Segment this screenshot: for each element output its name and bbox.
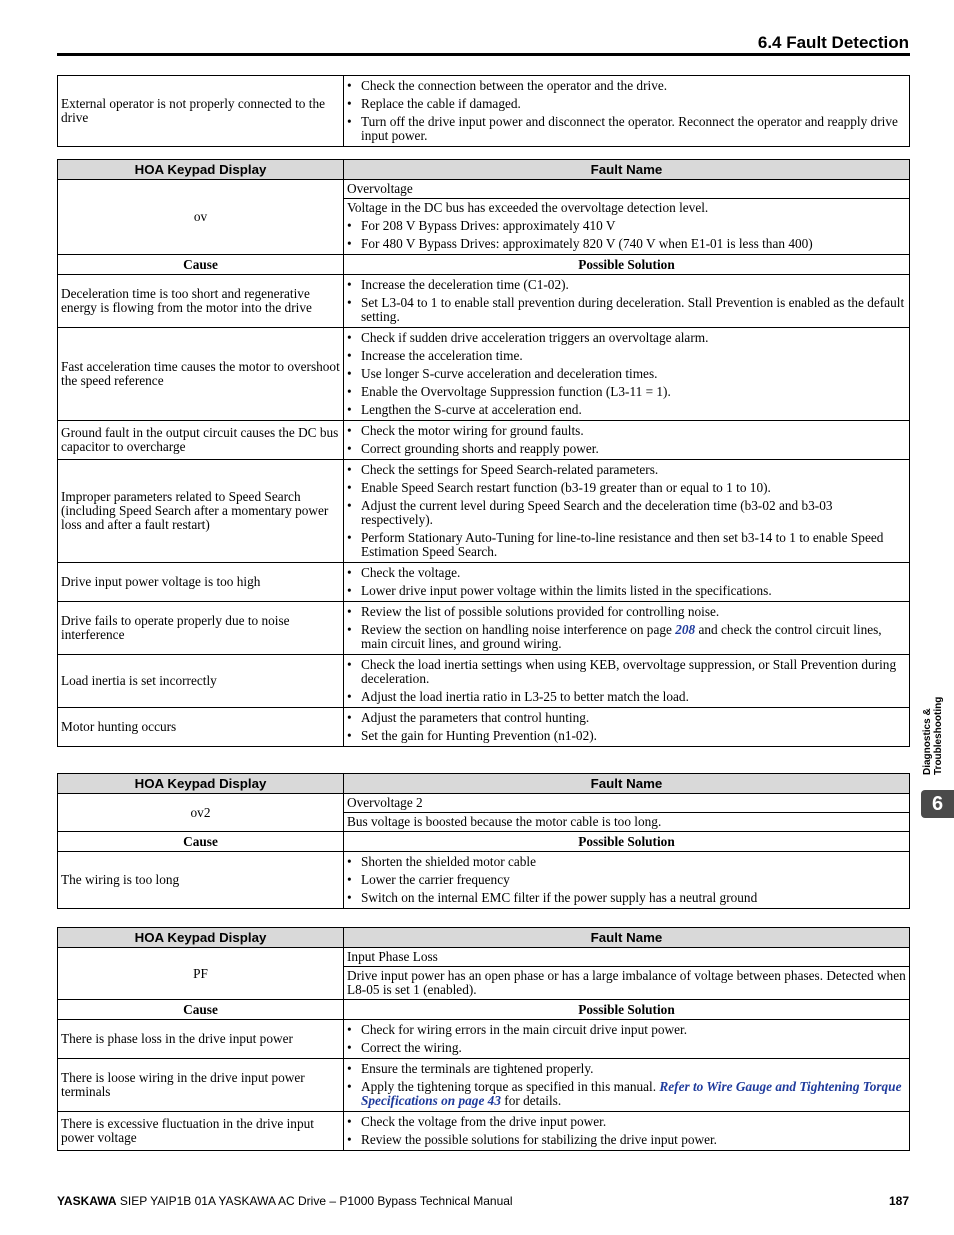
fault-name: Overvoltage 2 — [344, 794, 910, 813]
list-item: • Lengthen the S-curve at acceleration end. — [347, 403, 906, 417]
fault-name: Overvoltage — [344, 180, 910, 199]
table-row — [58, 460, 910, 563]
list-item: • Check the connection between the operator and the drive. — [347, 79, 906, 93]
hoa-keypad-display-header: HOA Keypad Display — [58, 928, 344, 948]
solution-cell — [344, 1059, 910, 1112]
fault-description: Bus voltage is boosted because the motor cable is too long. — [344, 813, 910, 832]
page-208-link[interactable]: 208 — [675, 622, 696, 637]
solution-cell — [344, 708, 910, 747]
solution-cell — [344, 852, 910, 909]
list-item — [347, 623, 906, 651]
fault-description: Drive input power has an open phase or has a large imbalance of voltage between phases. Detected when L8-05 is set 1 (enabled). — [344, 967, 910, 1000]
list-item: • Set L3-04 to 1 to enable stall prevention during deceleration. Stall Prevention is enabled as the default setting. — [347, 296, 906, 324]
chapter-side-label — [922, 697, 944, 775]
table-row — [58, 1112, 910, 1151]
list-item: • Increase the acceleration time. — [347, 349, 906, 363]
cause-cell: Deceleration time is too short and regenerative energy is flowing from the motor into the drive — [58, 275, 344, 328]
solution-cell — [344, 76, 910, 147]
cause-cell: External operator is not properly connected to the drive — [58, 76, 344, 147]
list-item — [347, 1080, 906, 1108]
list-item: • Perform Stationary Auto-Tuning for line-to-line resistance and then set b3-14 to 1 to enable Speed Estimation Speed Search. — [347, 531, 906, 559]
possible-solution-header: Possible Solution — [344, 832, 910, 852]
side-label-line1: Diagnostics & — [922, 708, 933, 775]
solution-cell — [344, 328, 910, 421]
solution-cell — [344, 1020, 910, 1059]
solution-cell — [344, 655, 910, 708]
list-item: • Correct the wiring. — [347, 1041, 906, 1055]
cause-header: Cause — [58, 1000, 344, 1020]
noise-text-pre: Review the section on handling noise interference on page — [361, 622, 676, 637]
list-item: • Check if sudden drive acceleration triggers an overvoltage alarm. — [347, 331, 906, 345]
list-item: • Review the list of possible solutions provided for controlling noise. — [347, 605, 906, 619]
solution-cell — [344, 602, 910, 655]
ov-fault-table — [57, 159, 910, 747]
list-item: • Adjust the parameters that control hunting. — [347, 711, 906, 725]
cause-cell: There is phase loss in the drive input power — [58, 1020, 344, 1059]
list-item: • Ensure the terminals are tightened properly. — [347, 1062, 906, 1076]
footer-brand: YASKAWA — [57, 1194, 117, 1208]
cause-cell: Fast acceleration time causes the motor to overshoot the speed reference — [58, 328, 344, 421]
table-row — [58, 602, 910, 655]
list-item: • For 480 V Bypass Drives: approximately 820 V (740 V when E1-01 is less than 400) — [347, 237, 906, 251]
list-item: • Enable the Overvoltage Suppression function (L3-11 = 1). — [347, 385, 906, 399]
fault-name-header: Fault Name — [344, 160, 910, 180]
table-row — [58, 76, 910, 147]
keypad-display-code: PF — [58, 948, 344, 1000]
keypad-display-code: ov — [58, 180, 344, 255]
list-item: • Check the settings for Speed Search-related parameters. — [347, 463, 906, 477]
torque-text-post: for details. — [500, 1093, 562, 1108]
fault-description — [344, 199, 910, 255]
list-item: • Check the load inertia settings when using KEB, overvoltage suppression, or Stall Prevention during deceleration. — [347, 658, 906, 686]
possible-solution-header: Possible Solution — [344, 1000, 910, 1020]
table-row — [58, 275, 910, 328]
footer-manual-name: SIEP YAIP1B 01A YASKAWA AC Drive – P1000 Bypass Technical Manual — [116, 1194, 513, 1208]
list-item: • Enable Speed Search restart function (b3-19 greater than or equal to 1 to 10). — [347, 481, 906, 495]
table-row — [58, 655, 910, 708]
ov2-fault-table — [57, 773, 910, 909]
list-item: • For 208 V Bypass Drives: approximately 410 V — [347, 219, 906, 233]
list-item: • Check the voltage from the drive input power. — [347, 1115, 906, 1129]
table-row — [58, 328, 910, 421]
fault-name: Input Phase Loss — [344, 948, 910, 967]
list-item: • Adjust the current level during Speed Search and the deceleration time (b3-02 and b3-03 respectively). — [347, 499, 906, 527]
list-item: • Replace the cable if damaged. — [347, 97, 906, 111]
noise-text-post: and check the control circuit lines, main circuit lines, and ground wiring. — [361, 622, 882, 651]
solution-cell — [344, 1112, 910, 1151]
cause-cell: There is loose wiring in the drive input power terminals — [58, 1059, 344, 1112]
table-row — [58, 1020, 910, 1059]
list-item: • Increase the deceleration time (C1-02). — [347, 278, 906, 292]
section-title: 6.4 Fault Detection — [757, 33, 909, 52]
footer-manual-title — [57, 1194, 513, 1208]
header-rule — [57, 53, 910, 56]
table-row — [58, 421, 910, 460]
table-row — [58, 708, 910, 747]
cause-cell: Drive input power voltage is too high — [58, 563, 344, 602]
list-item: • Use longer S-curve acceleration and deceleration times. — [347, 367, 906, 381]
table-row — [58, 563, 910, 602]
cause-cell: Drive fails to operate properly due to noise interference — [58, 602, 344, 655]
list-item: • Turn off the drive input power and disconnect the operator. Reconnect the operator and reapply drive input power. — [347, 115, 906, 143]
cause-cell: Motor hunting occurs — [58, 708, 344, 747]
cause-cell: There is excessive fluctuation in the drive input power voltage — [58, 1112, 344, 1151]
list-item: • Review the possible solutions for stabilizing the drive input power. — [347, 1133, 906, 1147]
cause-header: Cause — [58, 255, 344, 275]
list-item: • Lower the carrier frequency — [347, 873, 906, 887]
list-item: • Set the gain for Hunting Prevention (n1-02). — [347, 729, 906, 743]
solution-cell — [344, 563, 910, 602]
table-row — [58, 852, 910, 909]
list-item: • Switch on the internal EMC filter if the power supply has a neutral ground — [347, 891, 906, 905]
solution-cell — [344, 460, 910, 563]
description-text: Voltage in the DC bus has exceeded the overvoltage detection level. — [347, 200, 709, 215]
wire-gauge-torque-link[interactable]: Refer to Wire Gauge and Tightening Torque Specifications on page 43 — [361, 1079, 902, 1108]
list-item: • Lower drive input power voltage within the limits listed in the specifications. — [347, 584, 906, 598]
side-label-line2: Troubleshooting — [933, 696, 944, 775]
fault-name-header: Fault Name — [344, 774, 910, 794]
pf-fault-table — [57, 927, 910, 1151]
list-item: • Correct grounding shorts and reapply power. — [347, 442, 906, 456]
cause-cell: Ground fault in the output circuit causes the DC bus capacitor to overcharge — [58, 421, 344, 460]
list-item: • Check the motor wiring for ground faults. — [347, 424, 906, 438]
possible-solution-header: Possible Solution — [344, 255, 910, 275]
cause-cell: Load inertia is set incorrectly — [58, 655, 344, 708]
cause-cell: The wiring is too long — [58, 852, 344, 909]
cause-cell: Improper parameters related to Speed Search (including Speed Search after a momentary power loss and after a fault restart) — [58, 460, 344, 563]
list-item: • Check the voltage. — [347, 566, 906, 580]
hoa-keypad-display-header: HOA Keypad Display — [58, 774, 344, 794]
chapter-number-tab[interactable]: 6 — [921, 790, 954, 818]
fault-name-header: Fault Name — [344, 928, 910, 948]
cause-header: Cause — [58, 832, 344, 852]
torque-text-pre: Apply the tightening torque as specified in this manual. — [361, 1079, 660, 1094]
table-row — [58, 1059, 910, 1112]
hoa-keypad-display-header: HOA Keypad Display — [58, 160, 344, 180]
solution-cell — [344, 275, 910, 328]
solution-cell — [344, 421, 910, 460]
operator-connection-table — [57, 75, 910, 147]
list-item: • Shorten the shielded motor cable — [347, 855, 906, 869]
page-number: 187 — [888, 1194, 909, 1208]
keypad-display-code: ov2 — [58, 794, 344, 832]
list-item: • Adjust the load inertia ratio in L3-25 to better match the load. — [347, 690, 906, 704]
list-item: • Check for wiring errors in the main circuit drive input power. — [347, 1023, 906, 1037]
